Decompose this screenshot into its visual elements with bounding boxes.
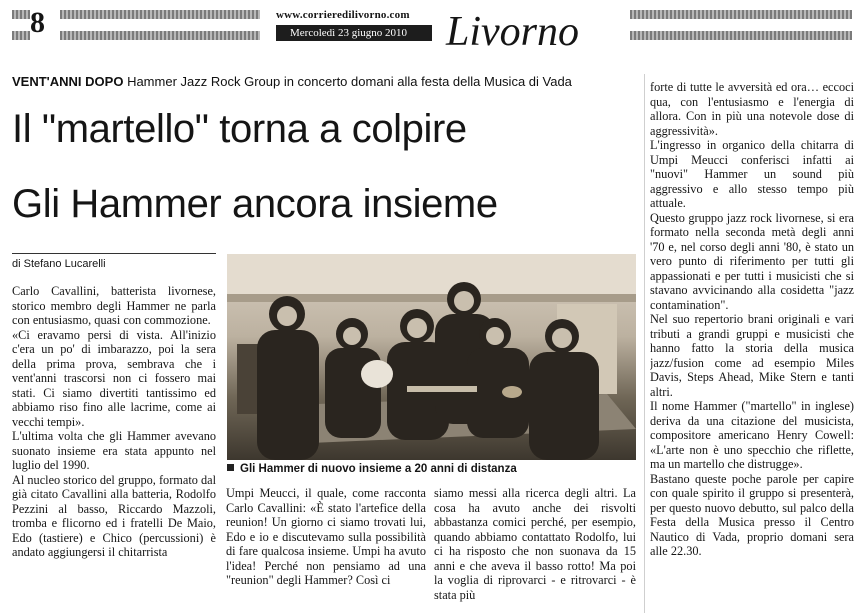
byline: di Stefano Lucarelli	[12, 258, 106, 270]
caption-text: Gli Hammer di nuovo insieme a 20 anni di distanza	[240, 463, 517, 475]
issue-date: Mercoledì 23 giugno 2010	[276, 25, 432, 41]
website-url: www.corrieredilivorno.com	[276, 9, 410, 21]
masthead-bar	[12, 31, 30, 40]
paragraph: Nel suo repertorio brani originali e vari tributi a grandi gruppi e musicisti che hanno fatto la storia della musica jazz/fusion come ad esempio Miles Davis, Steps Ahead, Mike Stern e tanti altri.	[650, 312, 854, 399]
paragraph: Il nome Hammer ("martello" in inglese) deriva da una citazione del musicista, compositore americano Henry Cowell: «L'arte non è uno specchio che riflette, ma un martello che distrugge».	[650, 399, 854, 471]
masthead-bar	[630, 10, 852, 19]
photo-caption	[227, 463, 517, 475]
kicker-label: VENT'ANNI DOPO	[12, 74, 124, 89]
paragraph: siamo messi alla ricerca degli altri. La cosa ha avuto anche dei risvolti abbastanza comici perché, per esempio, quando abbiamo contattato Rodolfo, lui ci ha risposto che non suonava da 15 anni e che aveva il basso rotto! Ma poi la voglia di riprovarci - e ritrovarci - è stata più	[434, 486, 636, 602]
paragraph: Umpi Meucci, il quale, come racconta Carlo Cavallini: «È stato l'artefice della reunion! Un giorno ci siamo trovati lui, Edo e io e discutevamo sulla possibilità di fare qualcosa insieme. Umpi ha avuto l'idea! Perché non pensiamo ad una "reunion" degli Hammer? Così ci	[226, 486, 426, 587]
masthead-bar	[630, 31, 852, 40]
page-number: 8	[30, 6, 45, 39]
paragraph: L'ultima volta che gli Hammer avevano suonato insieme era stata appunto nel luglio del 1990.	[12, 429, 216, 472]
masthead-bar	[60, 31, 260, 40]
paragraph: L'ingresso in organico della chitarra di Umpi Meucci conferisci infatti ai "nuovi" Hammer un sound più aggressivo e allo stesso tempo più attuale.	[650, 138, 854, 210]
byline-rule	[12, 253, 216, 254]
paragraph: Questo gruppo jazz rock livornese, si era formato nella seconda metà degli anni '70 e, nel corso degli anni '80, è stato un vero punto di riferimento per tutti gli appassionati e per tutti i musicisti che si stavano avvicinando alla cosidetta "jazz contamination".	[650, 210, 854, 312]
kicker-text: Hammer Jazz Rock Group in concerto domani alla festa della Musica di Vada	[127, 74, 572, 89]
caption-marker	[227, 464, 234, 471]
headline-line-1: Il "martello" torna a colpire	[12, 107, 467, 151]
article-kicker	[12, 74, 572, 89]
paragraph: forte di tutte le avversità ed ora… eccoci qua, con l'entusiasmo e l'energia di allora. Con in più una notevole dose di aggressività».	[650, 80, 854, 138]
paragraph: Al nucleo storico del gruppo, formato dal già citato Cavallini alla batteria, Rodolfo Pezzini al basso, Riccardo Mazzoli, tromba e flicorno ed i fratelli De Maio, Edo (tastiere) e Chico (percussioni) è andato aggiungersi il chitarrista	[12, 472, 216, 559]
headline-line-2: Gli Hammer ancora insieme	[12, 182, 498, 226]
masthead-bar	[60, 10, 260, 19]
article-column-2	[226, 486, 426, 613]
masthead-bar	[12, 10, 30, 19]
column-divider	[644, 74, 645, 613]
section-title: Livorno	[446, 9, 580, 55]
article-column-3	[434, 486, 636, 613]
paragraph: Carlo Cavallini, batterista livornese, storico membro degli Hammer ne parla con entusiasmo, quasi con commozione.	[12, 284, 216, 327]
band-photo	[227, 254, 636, 460]
paragraph: Bastano queste poche parole per capire con quale spirito il gruppo si presenterà, per questo nuovo debutto, sul palco della Festa della Musica presso il Centro Nautico di Vada, proprio domani sera alle 22.30.	[650, 471, 854, 558]
article-column-1	[12, 284, 216, 613]
paragraph: «Ci eravamo persi di vista. All'inizio c'era un po' di imbarazzo, poi la sera della prima prova, sembrava che i vent'anni trascorsi non ci fossero mai stati. Ci siamo divertiti tantissimo ed abbiamo riso fino alle lacrime, come ai vecchi tempi».	[12, 327, 216, 429]
article-column-4	[650, 80, 854, 613]
